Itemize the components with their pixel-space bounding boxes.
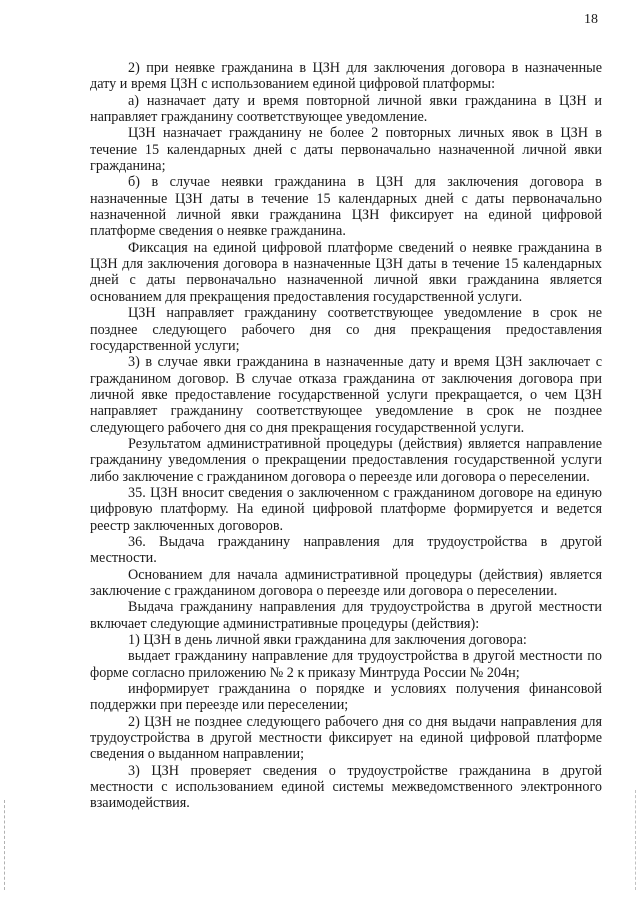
paragraph: информирует гражданина о порядке и условиях получения финансовой поддержки при переезде или переселении;	[90, 681, 602, 714]
scan-margin-mark	[635, 790, 638, 890]
paragraph: а) назначает дату и время повторной личной явки гражданина в ЦЗН и направляет гражданину соответствующее уведомление.	[90, 92, 602, 126]
paragraph: 3) в случае явки гражданина в назначенные дату и время ЦЗН заключает с гражданином договор. В случае отказа гражданина от заключения договора при личной явке предоставление государственной услуги прекращается, о чем ЦЗН направляет гражданину соответствующее уведомление в срок не позднее следующего рабочего дня со дня прекращения государственной услуги.	[90, 354, 602, 436]
paragraph: ЦЗН назначает гражданину не более 2 повторных личных явок в ЦЗН в течение 15 календарных дней с даты первоначально назначенной личной явки гражданина;	[90, 125, 602, 175]
paragraph: Фиксация на единой цифровой платформе сведений о неявке гражданина в ЦЗН для заключения договора в назначенные ЦЗН даты в течение 15 календарных дней с даты первоначально назначенной личной явки гражданина является основанием для прекращения предоставления государственной услуги.	[90, 239, 602, 305]
scan-margin-mark	[4, 800, 7, 890]
paragraph: 1) ЦЗН в день личной явки гражданина для заключения договора:	[128, 632, 527, 649]
paragraph: б) в случае неявки гражданина в ЦЗН для заключения договора в назначенные ЦЗН даты в течение 15 календарных дней с даты первоначально назначенной личной явки гражданина ЦЗН фиксирует на единой цифровой платформе сведения о неявке гражданина.	[90, 174, 602, 240]
paragraph: 35. ЦЗН вносит сведения о заключенном с гражданином договоре на единую цифровую платформу. На единой цифровой платформе формируется и ведется реестр заключенных договоров.	[90, 484, 602, 534]
paragraph: выдает гражданину направление для трудоустройства в другой местности по форме согласно приложению № 2 к приказу Минтруда России № 204н;	[90, 648, 602, 681]
paragraph: 2) при неявке гражданина в ЦЗН для заключения договора в назначенные дату и время ЦЗН с использованием единой цифровой платформы:	[90, 60, 602, 93]
paragraph: 36. Выдача гражданину направления для трудоустройства в другой местности.	[90, 533, 602, 567]
paragraph: Результатом административной процедуры (действия) является направление гражданину уведомления о прекращении предоставления государственной услуги либо заключение с гражданином договора о переезде или договора о переселении.	[90, 435, 602, 485]
paragraph: 2) ЦЗН не позднее следующего рабочего дня со дня выдачи направления для трудоустройства в другой местности фиксирует на единой цифровой платформе сведения о выданном направлении;	[90, 713, 602, 763]
document-body	[90, 60, 602, 812]
paragraph: ЦЗН направляет гражданину соответствующее уведомление в срок не позднее следующего рабочего дня со дня прекращения предоставления государственной услуги;	[90, 305, 602, 354]
page-number: 18	[584, 12, 598, 27]
paragraph: 3) ЦЗН проверяет сведения о трудоустройстве гражданина в другой местности с использованием единой системы межведомственного электронного взаимодействия.	[90, 762, 602, 812]
paragraph: Основанием для начала административной процедуры (действия) является заключение с гражданином договора о переезде или договора о переселении.	[90, 566, 602, 599]
paragraph: Выдача гражданину направления для трудоустройства в другой местности включает следующие административные процедуры (действия):	[90, 599, 602, 632]
